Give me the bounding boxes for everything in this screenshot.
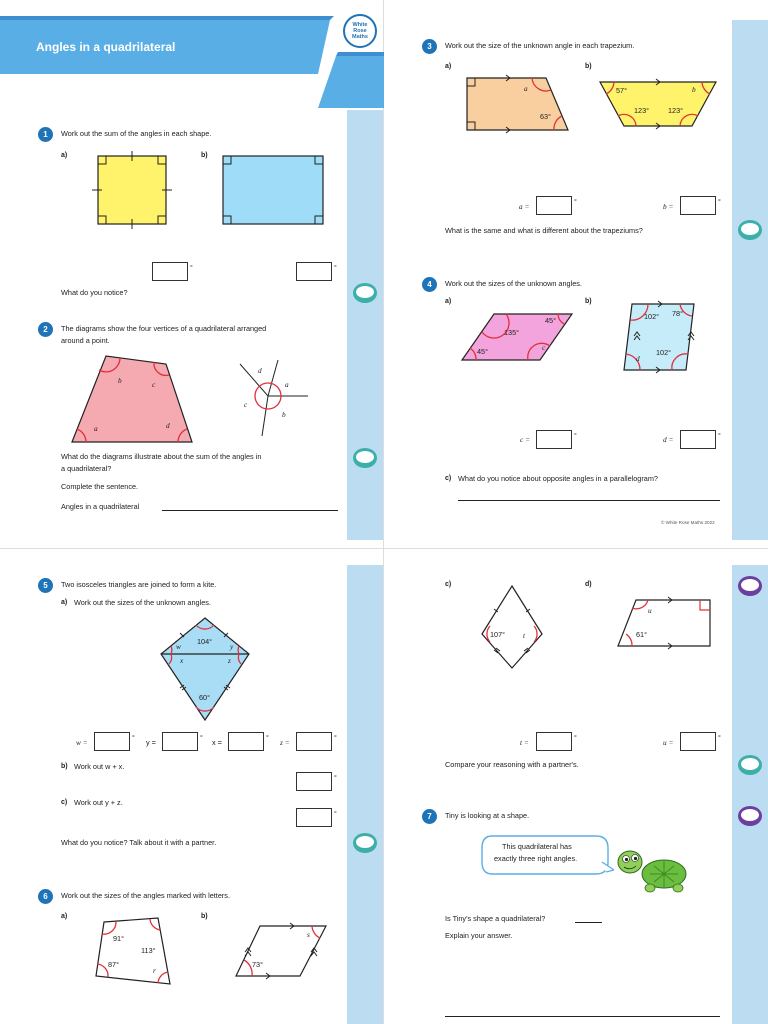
q5-answer-z-degree: ° [334, 735, 337, 742]
q4-b-angle-102-top: 102° [644, 312, 660, 321]
q6-answer-u-label: u = [663, 738, 674, 747]
q2-point-label-a: a [285, 380, 289, 389]
q4-answer-c-box[interactable] [536, 430, 572, 449]
question-number-4: 4 [422, 277, 437, 292]
q6-b-angle-73: 73° [252, 960, 264, 969]
depth-icon [737, 805, 763, 827]
q2-sentence-answer-line[interactable] [162, 510, 338, 511]
q6-answer-u-box[interactable] [680, 732, 716, 751]
q2-label-c: c [152, 380, 156, 389]
q1-a-answer-box[interactable] [152, 262, 188, 281]
q2-text-line2: around a point. [61, 336, 110, 345]
logo-text-1: White [352, 22, 368, 28]
q4-b-label: b) [585, 298, 592, 305]
q4-answer-d-degree: ° [718, 433, 721, 440]
q2-angles-around-point [234, 356, 310, 438]
question-number-7: 7 [422, 809, 437, 824]
discussion-icon [352, 447, 378, 469]
discussion-icon [352, 282, 378, 304]
q5-answer-y-label: y = [146, 738, 156, 747]
q4-parallelogram-b [620, 300, 700, 374]
question-number-6: 6 [38, 889, 53, 904]
q4-b-angle-102-bottom: 102° [656, 348, 672, 357]
q7-explain: Explain your answer. [445, 931, 513, 940]
q7-bubble-line2: exactly three right angles. [494, 854, 578, 863]
question-number-2: 2 [38, 322, 53, 337]
q3-a-label: a) [445, 63, 452, 70]
q6-a-angle-r: r [153, 966, 156, 975]
side-strip-top-right [732, 20, 768, 540]
q6-kite-c [476, 582, 548, 672]
q3-trapezium-b [596, 76, 720, 130]
q3-answer-a-box[interactable] [536, 196, 572, 215]
q3-angle-123-right: 123° [668, 106, 684, 115]
q4-c-label: c) [445, 475, 452, 482]
q1-square [88, 150, 178, 230]
q3-trapezium-a [462, 72, 574, 134]
side-strip-top-left [347, 110, 383, 540]
copyright: © White Rose Maths 2022 [661, 520, 715, 525]
depth-icon [737, 575, 763, 597]
q4-b-angle-d: d [636, 354, 640, 363]
question-number-3: 3 [422, 39, 437, 54]
q5-a-label: a) [61, 599, 68, 606]
q4-a-angle-135: 135° [504, 328, 520, 337]
q3-answer-b-label: b = [663, 202, 674, 211]
q6-text: Work out the sizes of the angles marked with letters. [61, 891, 230, 900]
q2-label-b: b [118, 376, 122, 385]
q5-angle-y: y [230, 642, 234, 651]
q6-d-label: d) [585, 581, 592, 588]
q1-b-label: b) [201, 152, 208, 159]
q4-c-text: What do you notice about opposite angles in a parallelogram? [458, 474, 658, 483]
white-rose-maths-logo [343, 14, 377, 48]
q5-b-answer-box[interactable] [296, 772, 332, 791]
q5-answer-y-degree: ° [200, 735, 203, 742]
q6-answer-u-degree: ° [718, 735, 721, 742]
q5-kite [156, 612, 254, 724]
q6-c-angle-t: t [523, 631, 526, 640]
q4-answer-c-degree: ° [574, 433, 577, 440]
q5-b-text: Work out w + x. [74, 762, 125, 771]
q5-answer-x-label: x = [212, 738, 222, 747]
q2-question-line2: a quadrilateral? [61, 464, 112, 473]
logo-text-2: Rose [353, 28, 367, 34]
q6-answer-t-label: t = [520, 738, 529, 747]
q6-a-label: a) [61, 913, 68, 920]
q7-text: Tiny is looking at a shape. [445, 811, 530, 820]
q4-c-answer-line[interactable] [458, 500, 720, 501]
q5-c-degree: ° [334, 811, 337, 818]
q5-b-degree: ° [334, 775, 337, 782]
q5-answer-y-box[interactable] [162, 732, 198, 751]
q4-b-angle-78: 78° [672, 309, 684, 318]
q6-a-angle-87: 87° [108, 960, 120, 969]
q6-a-angle-91: 91° [113, 934, 125, 943]
discussion-icon [352, 832, 378, 854]
q1-a-degree: ° [190, 265, 193, 272]
discussion-icon [737, 219, 763, 241]
q4-text: Work out the sizes of the unknown angles. [445, 279, 582, 288]
q6-compare-text: Compare your reasoning with a partner's. [445, 760, 579, 769]
q2-label-a: a [94, 424, 98, 433]
q6-b-label: b) [201, 913, 208, 920]
q5-c-answer-box[interactable] [296, 808, 332, 827]
q4-a-label: a) [445, 298, 452, 305]
q4-a-angle-c: c [542, 343, 546, 352]
q3-angle-a: a [524, 84, 528, 93]
q7-question-answer-line[interactable] [575, 922, 602, 923]
q5-a-text: Work out the sizes of the unknown angles. [74, 598, 211, 607]
q5-c-label: c) [61, 799, 68, 806]
q5-angle-x: x [180, 656, 184, 665]
page-title: Angles in a quadrilateral [36, 40, 176, 54]
q2-question-line1: What do the diagrams illustrate about the sum of the angles in [61, 452, 262, 461]
q6-trapezium-d [614, 594, 714, 650]
q6-b-angle-s: s [307, 930, 310, 939]
q3-question: What is the same and what is different about the trapeziums? [445, 226, 643, 235]
q6-quadrilateral-a [92, 914, 176, 990]
q2-sentence-start: Angles in a quadrilateral [61, 502, 140, 511]
q6-d-angle-u: u [648, 606, 652, 615]
q5-angle-60: 60° [199, 693, 211, 702]
q2-complete-text: Complete the sentence. [61, 482, 139, 491]
q1-b-degree: ° [334, 265, 337, 272]
q6-answer-t-degree: ° [574, 735, 577, 742]
q6-parallelogram-b [234, 920, 330, 982]
q3-angle-57: 57° [616, 86, 628, 95]
q1-text: Work out the sum of the angles in each shape. [61, 129, 212, 138]
question-number-5: 5 [38, 578, 53, 593]
q6-d-angle-61: 61° [636, 630, 648, 639]
q2-quadrilateral [66, 352, 198, 446]
tiny-turtle-icon [616, 846, 692, 902]
q5-answer-x-box[interactable] [228, 732, 264, 751]
q3-angle-b: b [692, 85, 696, 94]
side-strip-bottom-left [347, 565, 383, 1024]
q5-text: Two isosceles triangles are joined to form a kite. [61, 580, 217, 589]
q5-notice-text: What do you notice? Talk about it with a partner. [61, 838, 217, 847]
q3-b-label: b) [585, 63, 592, 70]
q7-explain-answer-line[interactable] [445, 1016, 720, 1017]
q2-label-d: d [166, 421, 170, 430]
q5-angle-z: z [228, 656, 231, 665]
q5-answer-w-box[interactable] [94, 732, 130, 751]
q3-answer-b-box[interactable] [680, 196, 716, 215]
vertical-divider [383, 0, 384, 1024]
q1-notice-text: What do you notice? [61, 288, 128, 297]
q7-bubble-line1: This quadrilateral has [502, 842, 572, 851]
q3-answer-a-degree: ° [574, 199, 577, 206]
logo-text-3: Maths [352, 34, 368, 40]
q5-answer-w-degree: ° [132, 735, 135, 742]
q6-a-angle-113: 113° [141, 946, 156, 955]
q6-answer-t-box[interactable] [536, 732, 572, 751]
q5-answer-w-label: w = [76, 738, 88, 747]
q4-answer-c-label: c = [520, 435, 530, 444]
q1-a-label: a) [61, 152, 68, 159]
q6-c-angle-107: 107° [490, 630, 506, 639]
q5-answer-z-label: z = [280, 738, 290, 747]
q4-answer-d-label: d = [663, 435, 674, 444]
q6-c-label: c) [445, 581, 452, 588]
q3-angle-123-left: 123° [634, 106, 650, 115]
q5-angle-w: w [176, 642, 181, 651]
q1-rectangle [218, 150, 328, 230]
q4-answer-d-box[interactable] [680, 430, 716, 449]
q2-text-line1: The diagrams show the four vertices of a quadrilateral arranged [61, 324, 267, 333]
discussion-icon [737, 754, 763, 776]
horizontal-divider [0, 548, 768, 549]
q5-answer-z-box[interactable] [296, 732, 332, 751]
q7-question: Is Tiny's shape a quadrilateral? [445, 914, 546, 923]
q2-point-label-d: d [258, 366, 262, 375]
q4-a-angle-45-top: 45° [545, 316, 557, 325]
q4-a-angle-45-bottom: 45° [477, 347, 489, 356]
q5-c-text: Work out y + z. [74, 798, 123, 807]
q1-b-answer-box[interactable] [296, 262, 332, 281]
title-banner [0, 12, 384, 112]
q3-answer-a-label: a = [519, 202, 530, 211]
q3-text: Work out the size of the unknown angle in each trapezium. [445, 41, 635, 50]
q2-point-label-b: b [282, 410, 286, 419]
q3-angle-63: 63° [540, 112, 552, 121]
q5-angle-104: 104° [197, 637, 213, 646]
q5-answer-x-degree: ° [266, 735, 269, 742]
q5-b-label: b) [61, 763, 68, 770]
q3-answer-b-degree: ° [718, 199, 721, 206]
question-number-1: 1 [38, 127, 53, 142]
side-strip-bottom-right [732, 565, 768, 1024]
q2-point-label-c: c [244, 400, 248, 409]
